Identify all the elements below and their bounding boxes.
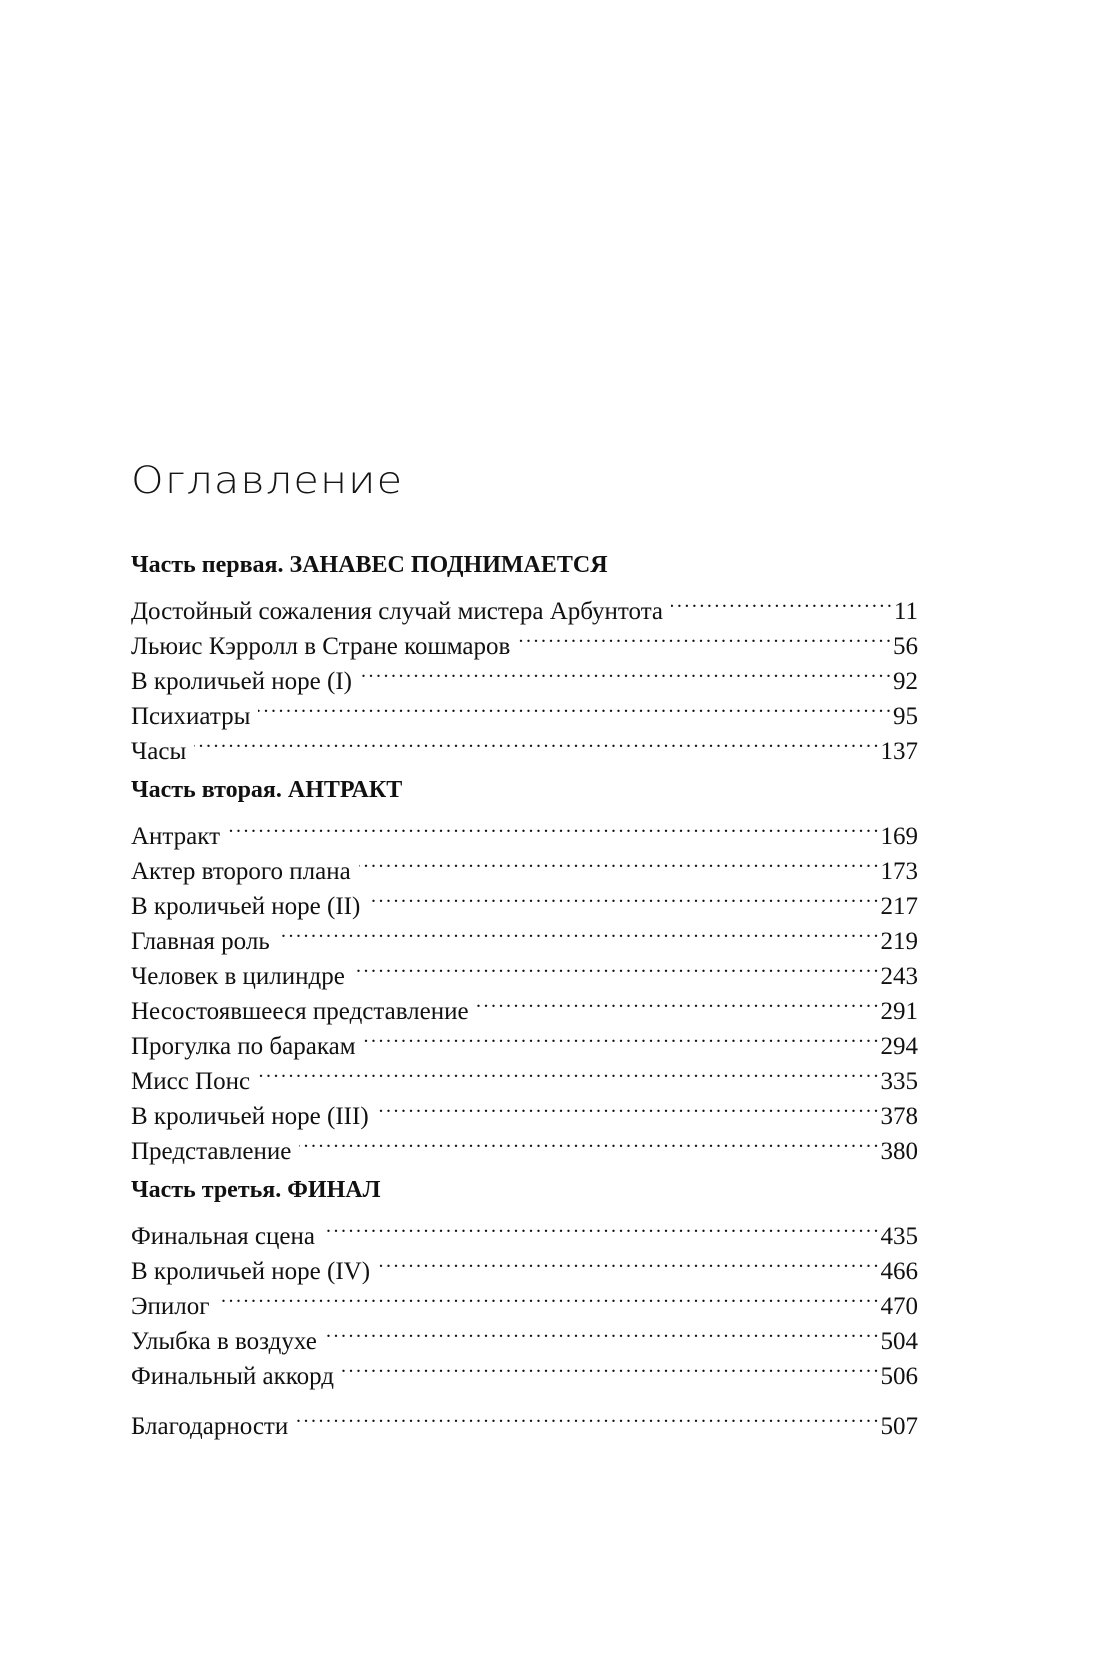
entry-label: Актер второго плана: [131, 858, 351, 885]
entry-page-number: 291: [880, 998, 918, 1025]
dot-leader: [518, 619, 891, 654]
dot-leader: [258, 689, 891, 724]
entry-label: Психиатры: [131, 703, 251, 730]
entry-label: Мисс Понс: [131, 1068, 251, 1095]
entry-label: Несостоявшееся представление: [131, 998, 469, 1025]
spacer: [131, 759, 918, 775]
dot-leader: [368, 879, 878, 914]
entry-label: Эпилог: [131, 1293, 210, 1320]
entry-page-number: 95: [893, 703, 918, 730]
entry-page-number: 217: [880, 893, 918, 920]
dot-leader: [342, 1349, 878, 1384]
toc-entry-acknowledgements: [131, 1399, 918, 1440]
entry-label: Главная роль: [131, 928, 270, 955]
entry-label: Представление: [131, 1138, 292, 1165]
toc-entry: [131, 809, 918, 850]
entry-label: Человек в цилиндре: [131, 963, 345, 990]
dot-leader: [377, 1089, 879, 1124]
entry-page-number: 506: [880, 1363, 918, 1390]
dot-leader: [477, 984, 879, 1019]
entry-page-number: 380: [880, 1138, 918, 1165]
entry-page-number: 173: [880, 858, 918, 885]
entry-label: Благодарности: [131, 1413, 289, 1440]
entry-page-number: 504: [880, 1328, 918, 1355]
entry-label: Часы: [131, 738, 187, 765]
entry-label: Улыбка в воздухе: [131, 1328, 317, 1355]
entry-label: В кроличьей норе (II): [131, 893, 361, 920]
entry-page-number: 335: [880, 1068, 918, 1095]
entry-label: В кроличьей норе (I): [131, 668, 352, 695]
dot-leader: [323, 1209, 879, 1244]
entry-page-number: 169: [880, 823, 918, 850]
entry-page-number: 137: [880, 738, 918, 765]
dot-leader: [299, 1124, 878, 1159]
toc-entry: [131, 584, 918, 625]
part-3: [131, 1175, 918, 1390]
entry-label: Финальная сцена: [131, 1223, 315, 1250]
part-1: [131, 550, 918, 765]
dot-leader: [228, 809, 878, 844]
entry-page-number: 435: [880, 1223, 918, 1250]
entry-label: Достойный сожаления случай мистера Арбунтота: [131, 598, 664, 625]
part-heading: Часть вторая. АНТРАКТ: [131, 777, 403, 803]
dot-leader: [378, 1244, 878, 1279]
entry-page-number: 219: [880, 928, 918, 955]
dot-leader: [258, 1054, 878, 1089]
dot-leader: [359, 844, 879, 879]
dot-leader: [364, 1019, 879, 1054]
dot-leader: [194, 724, 878, 759]
entry-label: В кроличьей норе (III): [131, 1103, 369, 1130]
toc-entry: [131, 1209, 918, 1250]
dot-leader: [353, 949, 879, 984]
dot-leader: [671, 584, 892, 619]
dot-leader: [360, 654, 891, 689]
entry-page-number: 470: [880, 1293, 918, 1320]
toc-entry: [131, 844, 918, 885]
toc-title: Оглавление: [131, 459, 404, 502]
entry-label: Льюис Кэрролл в Стране кошмаров: [131, 633, 511, 660]
table-of-contents: [131, 550, 918, 1440]
entry-page-number: 466: [880, 1258, 918, 1285]
entry-page-number: 294: [880, 1033, 918, 1060]
toc-entry: [131, 1314, 918, 1355]
entry-label: Антракт: [131, 823, 221, 850]
entry-page-number: 56: [893, 633, 918, 660]
entry-label: В кроличьей норе (IV): [131, 1258, 371, 1285]
toc-entry: [131, 1279, 918, 1320]
entry-page-number: 243: [880, 963, 918, 990]
entry-page-number: 378: [880, 1103, 918, 1130]
entry-label: Прогулка по баракам: [131, 1033, 356, 1060]
entry-label: Финальный аккорд: [131, 1363, 335, 1390]
dot-leader: [278, 914, 879, 949]
entry-page-number: 11: [893, 598, 918, 625]
dot-leader: [218, 1279, 879, 1314]
toc-entry: [131, 724, 918, 765]
entry-page-number: 507: [880, 1413, 918, 1440]
part-heading: Часть третья. ФИНАЛ: [131, 1177, 381, 1203]
entry-page-number: 92: [893, 668, 918, 695]
part-heading: Часть первая. ЗАНАВЕС ПОДНИМАЕТСЯ: [131, 552, 608, 578]
dot-leader: [296, 1399, 878, 1434]
dot-leader: [325, 1314, 879, 1349]
part-2: [131, 775, 918, 1165]
